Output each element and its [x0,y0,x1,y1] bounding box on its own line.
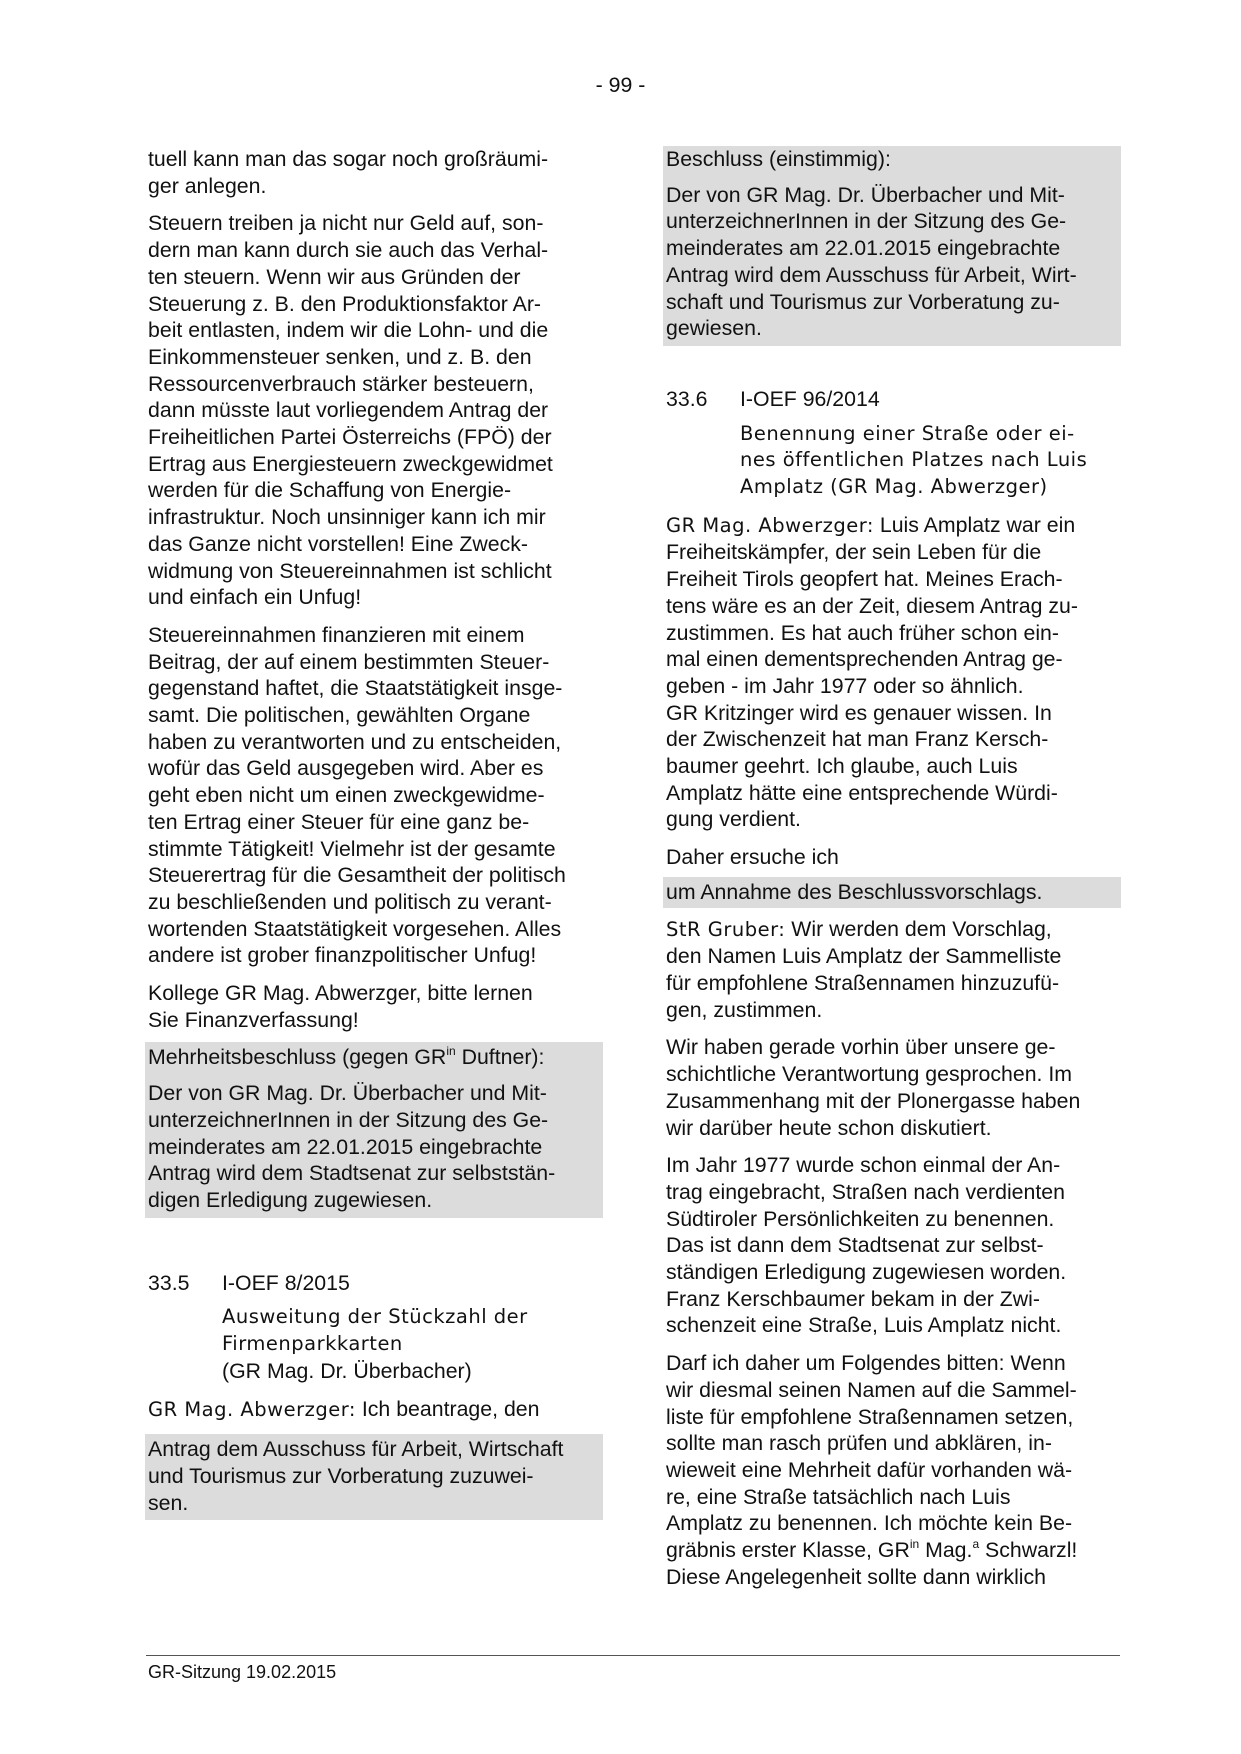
section-code: I-OEF 8/2015 [222,1270,350,1295]
section-number: 33.5 [148,1270,190,1295]
paragraph: Steuereinnahmen finanzieren mit einem Beitrag, der auf einem bestimmten Steuer- gegenstand haftet, die Staatstätigkeit insge- samt. Die politischen, gewählten Organe haben zu verantworten und zu entscheiden, wofür das Geld ausgegeben wird. Aber es geht eben nicht um einen zweckgewidme- ten Ertrag einer Steuer für eine ganz be- stimmte Tätigkeit! Vielmehr ist der gesamte Steuerertrag für die Gesamtheit der politisch zu beschließenden und politisch zu verant- wortenden Staatstätigkeit vorgesehen. Alles andere ist grober finanzpolitischer Unfug! [148,622,566,968]
request-text: Daher ersuche ich [666,845,839,870]
paragraph: Steuern treiben ja nicht nur Geld auf, son- dern man kann durch sie auch das Verhal- ten steuern. Wenn wir aus Gründen der Steuerung z. B. den Produktionsfaktor Ar- beit entlasten, indem wir die Lohn- und die Einkommensteuer senken, und z. B. den Ressourcenverbrauch stärker besteuern, dann müsste laut vorliegendem Antrag der Freiheitlichen Partei Österreichs (FPÖ) der Ertrag aus Energiesteuern zweckgewidmet werden für die Schaffung von Energie- infrastruktur. Noch unsinniger kann ich mir das Ganze nicht vorstellen! Eine Zweck- widmung von Steuereinnahmen ist schlicht und einfach ein Unfug! [148,211,553,610]
paragraph: Darf ich daher um Folgendes bitten: Wenn wir diesmal seinen Namen auf die Sammel- liste für empfohlene Straßennamen setzen, sollte man rasch prüfen und abklären, in- wieweit eine Mehrheit dafür vorhanden wä- re, eine Straße tatsächlich nach Luis Amplatz zu benennen. Ich möchte kein Be- gräbnis erster Klasse, $GR^{in}$ Mag.$^a$ Schwarzl! Diese Angelegenheit sollte dann wirklich [666,1351,1078,1589]
section-code: I-OEF 96/2014 [740,386,880,411]
speaker-name: StR Gruber: [666,917,786,941]
paragraph: Wir haben gerade vorhin über unsere ge- schichtliche Verantwortung gesprochen. Im Zusammenhang mit der Plonergasse haben wir darüber heute schon diskutiert. [666,1035,1081,1140]
paragraph: Im Jahr 1977 wurde schon einmal der An- trag eingebracht, Straßen nach verdienten Südtiroler Persönlichkeiten zu benennen. Das ist dann dem Stadtsenat zur selbst- ständigen Erledigung zugewiesen worden. Franz Kerschbaumer bekam in der Zwi- schenzeit eine Straße, Luis Amplatz nicht. [666,1153,1067,1338]
motion-text: um Annahme des Beschlussvorschlags. [663,877,1121,908]
footer-divider [146,1655,1120,1656]
footer-text: GR-Sitzung 19.02.2015 [148,1662,337,1682]
speech: GR Mag. Abwerzger: Ich beantrage, den [148,1396,540,1421]
motion-text: Antrag dem Ausschuss für Arbeit, Wirtschaft und Tourismus zur Vorberatung zuzuwei- sen. [145,1434,603,1520]
left-column [148,146,600,1520]
section-number: 33.6 [666,386,708,411]
decision-heading: Beschluss (einstimmig): [663,146,1121,178]
section-title: Benennung einer Straße oder ei- nes öffentlichen Platzes nach Luis Amplatz (GR Mag. Abwerzger) [740,421,1088,499]
paragraph: tuell kann man das sogar noch großräumi- ger anlegen. [148,147,549,198]
decision-heading: Mehrheitsbeschluss (gegen $GR^{in}$ Duftner): [145,1042,603,1076]
page-number: - 99 - [595,73,646,97]
decision-text: Der von GR Mag. Dr. Überbacher und Mit- unterzeichnerInnen in der Sitzung des Ge- meinderates am 22.01.2015 eingebrachte Antrag wird dem Ausschuss für Arbeit, Wirt- schaft und Tourismus zur Vorberatung zu- gewiesen. [663,178,1121,346]
speech: GR Mag. Abwerzger: Luis Amplatz war ein Freiheitskämpfer, der sein Leben für die Freiheit Tirols geopfert hat. Meines Erach- tens wäre es an der Zeit, diesem Antrag zu- zustimmen. Es hat auch früher schon ein- mal einen dementsprechenden Antrag ge- geben - im Jahr 1977 oder so ähnlich. GR Kritzinger wird es genauer wissen. In der Zwischenzeit hat man Franz Kersch- baumer geehrt. Ich glaube, auch Luis Amplatz hätte eine entsprechende Würdi- gung verdient. [666,512,1078,832]
section-title: Ausweitung der Stückzahl der Firmenparkkarten (GR Mag. Dr. Überbacher) [222,1305,528,1383]
speech: StR Gruber: Wir werden dem Vorschlag, den Namen Luis Amplatz der Sammelliste für empfohlene Straßennamen hinzuzufü- gen, zustimmen. [666,916,1062,1022]
paragraph: Kollege GR Mag. Abwerzger, bitte lernen Sie Finanzverfassung! [148,981,533,1032]
decision-text: Der von GR Mag. Dr. Überbacher und Mit- unterzeichnerInnen in der Sitzung des Ge- meinderates am 22.01.2015 eingebrachte Antrag wird dem Stadtsenat zur selbststän- digen Erledigung zugewiesen. [145,1075,603,1218]
speaker-name: GR Mag. Abwerzger: [148,1397,356,1421]
speaker-name: GR Mag. Abwerzger: [666,513,874,537]
agenda-item-33-6 [666,386,1118,501]
right-column [666,146,1118,1601]
agenda-item-33-5 [148,1270,600,1385]
